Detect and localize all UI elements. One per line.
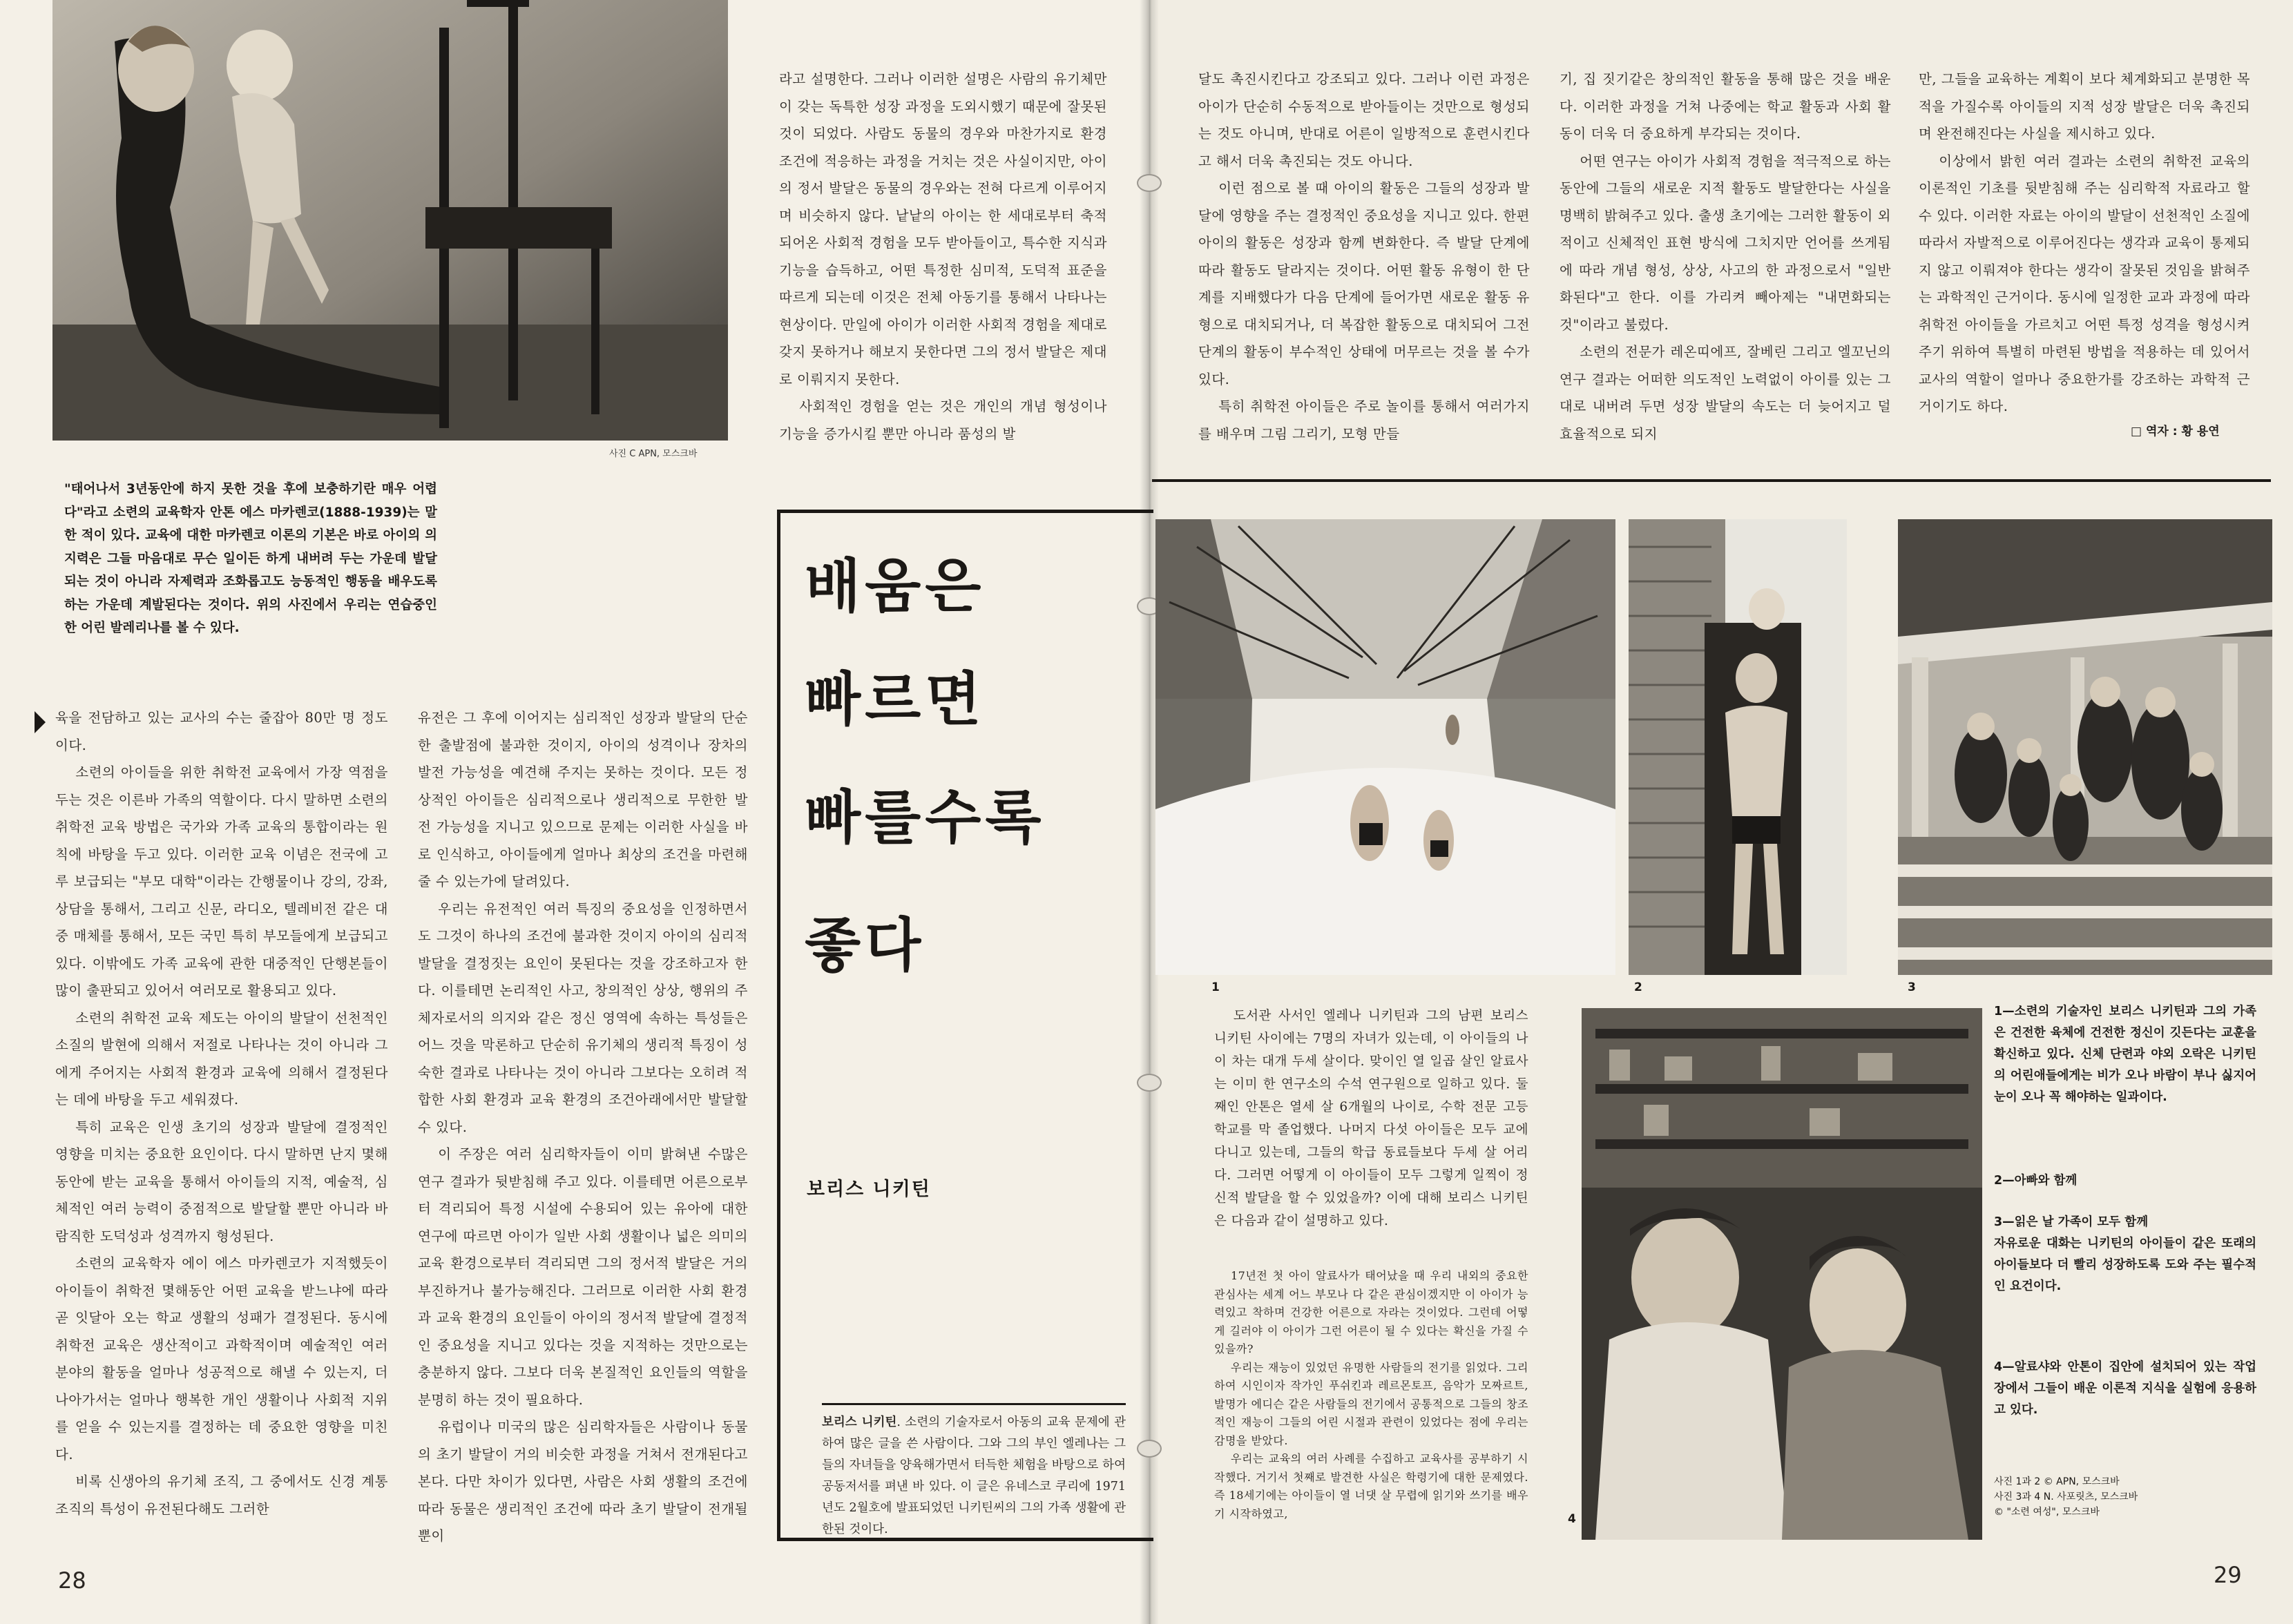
family-porch-photo-image	[1898, 519, 2272, 975]
left-column-2	[418, 704, 748, 1550]
paragraph: 소련의 아이들을 위한 취학전 교육에서 가장 역점을 두는 것은 이른바 가족의 역할이다. 다시 말하면 소련의 취학전 교육 방법은 국가와 가족 교육의 통합이라는 원칙에 바탕을 두고 있다. 이러한 교육 이념은 전국에 고루 보급되는 "부모 대학"이라는 간행물이나 강의, 강좌, 상담을 통해서, 그리고 신문, 라디오, 텔레비전 같은 대중 매체를 통해서, 모든 국민 특히 부모들에게 보급되고 있다. 이밖에도 가족 교육에 관한 대중적인 단행본들이 많이 출판되고 있어서 여러모로 활용되고 있다.	[55, 764, 388, 998]
paragraph: 만, 그들을 교육하는 계획이 보다 체계화되고 분명한 목적을 가질수록 아이들의 지적 성장 발달은 더욱 촉진되며 완전해진다는 사실을 제시하고 있다.	[1919, 71, 2250, 142]
caption-photo-3: 3—읽은 날 가족이 모두 함께 자유로운 대화는 니키틴의 아이들이 같은 또래의 아이들보다 더 빨리 성장하도록 도와 주는 필수적인 요건이다.	[1994, 1215, 2256, 1293]
snow-running-photo-image	[1155, 519, 1615, 975]
paragraph: 우리는 유전적인 여러 특징의 중요성을 인정하면서도 그것이 하나의 조건에 불과한 것이지 아이의 심리적 발달을 결정짓는 요인이 못된다는 것을 강조하고자 한다. 이를테면 논리적인 사고, 창의적인 상상, 행위의 주체자로서의 의지와 같은 정신 영역에 속하는 특성들은 어느 것을 막론하고 단순히 유기체의 생리적 특징이 성숙한 결과로 나타나는 것이 아니라 그보다는 오히려 적합한 사회 환경과 교육 환경의 조건아래에서만 발달할 수 있다.	[418, 900, 748, 1135]
ballerina-photo-image	[52, 0, 728, 441]
photo-number-1: 1	[1211, 980, 1220, 994]
photo-number-3: 3	[1908, 980, 1916, 994]
caption-photo-1: 1—소련의 기술자인 보리스 니키틴과 그의 가족은 건전한 육체에 건전한 정신이 깃든다는 교훈을 확신하고 있다. 신체 단련과 야외 오락은 니키틴의 어린애들에게는 비가 오나 바람이 부나 싫지어 눈이 오나 꼭 해야하는 일과이다.	[1994, 1005, 2256, 1104]
bio-author-name: 보리스 니키틴	[822, 1415, 897, 1429]
credit-line: 사진 1과 2 © APN, 모스크바	[1994, 1476, 2120, 1487]
staple	[1137, 174, 1162, 192]
top-photo-caption: "태어나서 3년동안에 하지 못한 것을 후에 보충하기란 매우 어렵다"라고 소련의 교육학자 안톤 에스 마카렌코(1888-1939)는 말한 적이 있다. 교육에 대한 마카렌코 이론의 기본은 바로 아이의 의지력은 그들 마음대로 무슨 일이든 하게 내버려 두는 가운데 발달되는 것이 아니라 자제력과 조화롭고도 능동적인 행동을 배우도록 하는 가운데 계발된다는 것이다. 위의 사진에서 우리는 연습중인 한 어린 발레리나를 볼 수 있다.	[64, 482, 437, 635]
intro-column	[1214, 1005, 1528, 1232]
father-child-photo	[1629, 519, 1847, 975]
paragraph: 특히 취학전 아이들은 주로 놀이를 통해서 여러가지를 배우며 그림 그리기, 모형 만들	[1198, 398, 1530, 442]
title-line-1: 배움은	[805, 552, 986, 620]
caption-photo-4: 4—알료샤와 안톤이 집안에 설치되어 있는 작업장에서 그들이 배운 이론적 지식을 실험에 응용하고 있다.	[1994, 1360, 2256, 1417]
right-column-2	[1560, 66, 1891, 447]
photo-number-2: 2	[1634, 980, 1642, 994]
credit-line: 사진 3과 4 N. 사포릿츠, 모스크바	[1994, 1491, 2138, 1502]
paragraph: 특히 교육은 인생 초기의 성장과 발달에 결정적인 영향을 미치는 중요한 요인이다. 다시 말하면 난지 몇해동안에 받는 교육을 통해서 아이들의 지적, 예술적, 심체적인 여러 능력이 중점적으로 발달할 뿐만 아니라 바람직한 도덕성과 성격까지 형성된다.	[55, 1119, 388, 1244]
credit-line: © "소련 여성", 모스크바	[1994, 1507, 2100, 1518]
paragraph: 육을 전담하고 있는 교사의 수는 줄잡아 80만 명 정도이다.	[55, 710, 388, 753]
paragraph: 우리는 교육의 여러 사례를 수집하고 교육사를 공부하기 시작했다. 거기서 첫째로 발견한 사실은 학령기에 대한 문제였다. 즉 18세기에는 아이들이 열 너댓 살 무렵에 읽기와 쓰기를 배우기 시작하였고,	[1214, 1452, 1528, 1520]
paragraph: 이 주장은 여러 심리학자들이 이미 밝혀낸 수많은 연구 결과가 뒷받침해 주고 있다. 이를테면 어른으로부터 격리되어 특정 시설에 수용되어 있는 유아에 대한 연구에 따르면 아이가 일반 사회 생활이나 넓은 의미의 교육 환경으로부터 격리되면 그의 정서적 발달은 거의 부진하거나 불가능해진다. 그러므로 이러한 사회 환경과 교육 환경의 요인들이 아이의 정서적 발달에 결정적인 중요성을 지니고 있다는 것을 지적하는 것만으로는 충분하지 않다. 그보다 더욱 본질적인 요인들의 역할을 분명히 하는 것이 필요하다.	[418, 1146, 748, 1408]
left-column-1	[55, 704, 388, 1522]
paragraph: 비록 신생아의 유기체 조직, 그 중에서도 신경 계통 조직의 특성이 유전된다해도 그러한	[55, 1473, 388, 1517]
photo-credit: 사진 C APN, 모스크바	[609, 449, 698, 459]
horizontal-rule	[1152, 479, 2271, 482]
paragraph: 17년전 첫 아이 알료사가 태어났을 때 우리 내외의 중요한 관심사는 세계 어느 부모나 다 같은 관심이겠지만 이 아이가 능력있고 착하며 건강한 어른으로 자라는 것이었다. 그런데 어떻게 길러야 이 아이가 그런 어른이 될 수 있다는 확신을 가질 수 있을까?	[1214, 1269, 1528, 1355]
caption-photo-2: 2—아빠와 함께	[1994, 1174, 2078, 1188]
paragraph: 도서관 사서인 엘레나 니키틴과 그의 남편 보리스 니키틴 사이에는 7명의 자녀가 있는데, 이 아이들의 나이 차는 대개 두세 살이다. 맞이인 열 일곱 살인 알료사는 이미 한 연구소의 수석 연구원으로 일하고 있다. 둘째인 안톤은 열세 살 6개월의 나이로, 수학 전문 고등학교를 막 졸업했다. 나머지 다섯 아이들은 모두 교에 다니고 있는데, 그들의 학급 동료들보다 두세 살 어리다. 그러면 어떻게 이 아이들이 모두 그렇게 일찍이 정신적 발달을 할 수 있었을까? 이에 대해 보리스 니키틴은 다음과 같이 설명하고 있다.	[1214, 1009, 1528, 1228]
quote-column	[1214, 1267, 1528, 1523]
paragraph: 어떤 연구는 아이가 사회적 경험을 적극적으로 하는 동안에 그들의 새로운 지적 활동도 발달한다는 사실을 명백히 밝혀주고 있다. 출생 초기에는 그러한 활동이 외적이고 신체적인 표현 방식에 그치지만 언어를 쓰게됨에 따라 개념 형성, 상상, 사고의 한 과정으로서 "일반화된다"고 한다. 이를 가리켜 빼아제는 "내면화되는 것"이라고 불렀다.	[1560, 153, 1891, 333]
paragraph: 유럽이나 미국의 많은 심리학자들은 사람이나 동물의 초기 발달이 거의 비슷한 과정을 거쳐서 전개된다고 본다. 다만 차이가 있다면, 사람은 사회 생활의 조건에 따라 동물은 생리적인 조건에 따라 초기 발달이 전개될 뿐이	[418, 1419, 748, 1544]
workshop-photo-image	[1582, 1008, 1982, 1540]
translator-credit: □ 역자 : 황 용연	[2131, 425, 2220, 438]
author-name: 보리스 니키틴	[807, 1179, 931, 1200]
photo-number-4: 4	[1568, 1512, 1576, 1526]
title-line-2: 빠르면	[805, 665, 986, 733]
paragraph: 이상에서 밝힌 여러 결과는 소련의 취학전 교육의 이론적인 기초를 뒷받침해 주는 심리학적 자료라고 할 수 있다. 이러한 자료는 아이의 발달이 선천적인 소질에 따라서 자발적으로 이루어진다는 생각과 교육이 통제되지 않고 이뤄져야 한다는 생각이 잘못된 것임을 밝혀주는 과학적인 근거이다. 동시에 일정한 교과 과정에 따라 취학전 아이들을 가르치고 어떤 특정 성격을 형성시켜주기 위하여 특별히 마련된 방법을 적용하는 데 있어서 교사의 역할이 얼마나 중요한가를 강조하는 과학적 근거이기도 하다.	[1919, 153, 2250, 414]
right-column-3	[1919, 66, 2250, 420]
page-number-right: 29	[2214, 1562, 2242, 1588]
paragraph: 소련의 전문가 레온띠에프, 잘베린 그리고 엘꼬닌의 연구 결과는 어떠한 의도적인 노력없이 아이를 있는 그대로 내버려 두면 성장 발달의 속도는 더 늦어지고 덜 효율적으로 되지	[1560, 344, 1891, 442]
paragraph: 라고 설명한다. 그러나 이러한 설명은 사람의 유기체만이 갖는 독특한 성장 과정을 도외시했기 때문에 잘못된 것이 되었다. 사람도 동물의 경우와 마찬가지로 환경 조건에 적응하는 과정을 거치는 것은 사실이지만, 아이의 정서 발달은 동물의 경우와는 전혀 다르게 이루어지며 비슷하지 않다. 낱낱의 아이는 한 세대로부터 축적되어온 사회적 경험을 모두 받아들이고, 특수한 지식과 기능을 습득하고, 어떤 특정한 심미적, 도덕적 표준을 따르게 되는데 이것은 전체 아동기를 통해서 나타나는 현상이다. 만일에 아이가 이러한 사회적 경험을 제대로 갖지 못하거나 해보지 못한다면 그의 정서 발달은 제대로 이뤄지지 못한다.	[779, 71, 1107, 387]
photo-credits	[1994, 1474, 2256, 1520]
father-child-photo-image	[1629, 519, 1847, 975]
left-column-3	[779, 66, 1107, 447]
bio-rule	[822, 1403, 1126, 1405]
title-line-3: 빠를수록	[805, 783, 1046, 851]
paragraph: 이런 점으로 볼 때 아이의 활동은 그들의 성장과 발달에 영향을 주는 결정적인 중요성을 지니고 있다. 한편 아이의 활동은 성장과 함께 변화한다. 즉 발달 단계에 따라 활동도 달라지는 것이다. 어떤 활동 유형이 한 단계를 지배했다가 다음 단계에 들어가면 새로운 활동 유형으로 대치되거나, 더 복잡한 활동으로 대치되어 그전 단계의 활동이 부수적인 상태에 머무르는 것을 볼 수가 있다.	[1198, 180, 1530, 387]
workshop-photo	[1582, 1008, 1982, 1540]
paragraph: 소련의 취학전 교육 제도는 아이의 발달이 선천적인 소질의 발현에 의해서 저절로 나타나는 것이 아니라 그에게 주어지는 사회적 환경과 교육에 의해서 결정된다는 데에 바탕을 두고 세워졌다.	[55, 1009, 388, 1108]
right-column-1	[1198, 66, 1530, 447]
paragraph: 소련의 교육학자 에이 에스 마카렌코가 지적했듯이 아이들이 취학전 몇해동안 어떤 교육을 받느냐에 따라 곧 잇달아 오는 학교 생활의 성패가 결정된다. 동시에 취학전 교육은 생산적이고 과학적이며 예술적인 여러 분야의 활동을 얼마나 성공적으로 해낼 수 있는지, 더 나아가서는 얼마나 행복한 개인 생활이나 사회적 지위를 얻을 수 있는지를 결정하는 데 중요한 영향을 미친다.	[55, 1255, 388, 1462]
title-line-4: 좋다	[805, 911, 925, 979]
paragraph: 유전은 그 후에 이어지는 심리적인 성장과 발달의 단순한 출발점에 불과한 것이지, 아이의 성격이나 장차의 발전 가능성을 예견해 주지는 못하는 것이다. 모든 정상적인 아이들은 심리적으로나 생리적으로 무한한 발전 가능성을 지니고 있으므로 문제는 이러한 사실을 바로 인식하고, 아이들에게 얼마나 최상의 조건을 마련해 줄 수 있는가에 달려있다.	[418, 710, 748, 889]
continuation-arrow-icon	[35, 711, 46, 733]
bio-text: . 소련의 기술자로서 아동의 교육 문제에 관하여 많은 글을 쓴 사람이다. 그와 그의 부인 엘레나는 그들의 자녀들을 양육해가면서 터득한 체험을 바탕으로 하여 공동저서를 펴낸 바 있다. 이 글은 유네스코 쿠리에 1971년도 2월호에 발표되었던 니키틴씨의 그의 가족 생활에 관한된 것이다.	[822, 1415, 1126, 1536]
snow-running-photo	[1155, 519, 1615, 975]
paragraph: 기, 집 짓기같은 창의적인 활동을 통해 많은 것을 배운다. 이러한 과정을 거쳐 나중에는 학교 활동과 사회 활동이 더욱 더 중요하게 부각되는 것이다.	[1560, 71, 1891, 142]
paragraph: 우리는 재능이 있었던 유명한 사람들의 전기를 읽었다. 그리하여 시인이자 작가인 푸쉬킨과 레르몬토프, 음악가 모짜르트, 발명가 에디슨 같은 사람들의 전기에서 공통적으로 그들의 창조적인 재능이 그들의 어린 시절과 관련이 있었다는 점에 우리는 감명을 받았다.	[1214, 1360, 1528, 1447]
family-porch-photo	[1898, 519, 2272, 975]
page-number-left: 28	[58, 1567, 86, 1594]
paragraph: 달도 촉진시킨다고 강조되고 있다. 그러나 이런 과정은 아이가 단순히 수동적으로 받아들이는 것만으로 형성되는 것도 아니며, 반대로 어른이 일방적으로 훈련시킨다고 해서 더욱 촉진되는 것도 아니다.	[1198, 71, 1530, 169]
author-bio	[822, 1412, 1126, 1540]
paragraph: 사회적인 경험을 얻는 것은 개인의 개념 형성이나 기능을 증가시킬 뿐만 아니라 품성의 발	[779, 398, 1107, 442]
ballerina-photo	[52, 0, 728, 441]
